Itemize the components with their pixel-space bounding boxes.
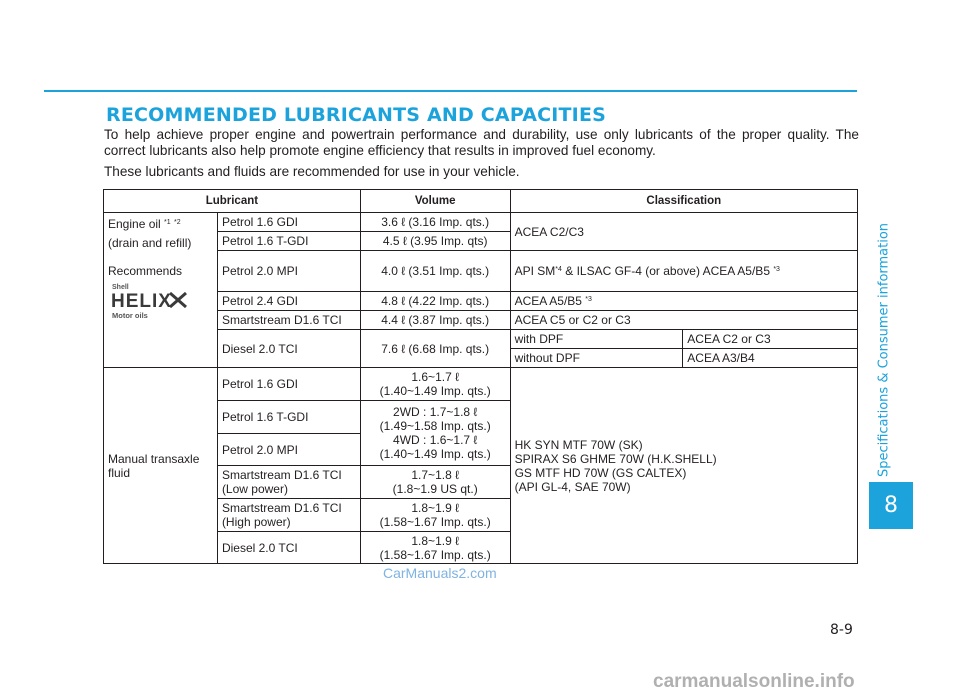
engine-cell: Petrol 2.0 MPI — [217, 434, 360, 466]
header-lubricant: Lubricant — [104, 190, 361, 213]
engine-cell: Petrol 1.6 T-GDI — [217, 401, 360, 434]
engine-oil-label: Engine oil $^{*1}$ $^{*2}$ — [108, 217, 181, 231]
volume-cell: 1.8~1.9 ℓ (1.58~1.67 Imp. qts.) — [360, 499, 510, 532]
dpf-without-class: ACEA A3/B4 — [683, 349, 858, 368]
engine-cell: Petrol 1.6 T-GDI — [217, 232, 360, 251]
volume-cell: 4.4 ℓ (3.87 Imp. qts.) — [360, 311, 510, 330]
engine-cell: Smartstream D1.6 TCI — [217, 311, 360, 330]
footnote-3: *3 — [585, 296, 592, 303]
classification-cell: ACEA C2/C3 — [510, 213, 857, 251]
footnote-1: *1 — [164, 219, 171, 226]
intro-note: These lubricants and fluids are recommended for use in your vehicle. — [104, 164, 520, 179]
dpf-with-class: ACEA C2 or C3 — [683, 330, 858, 349]
header-classification: Classification — [510, 190, 857, 213]
footnote-3: *3 — [773, 266, 780, 273]
transaxle-classification-cell: HK SYN MTF 70W (SK) SPIRAX S6 GHME 70W (H.K.SHELL) GS MTF HD 70W (GS CALTEX) (API GL-4, SAE 70W) — [510, 368, 857, 564]
dpf-with-label: with DPF — [510, 330, 683, 349]
footnote-2: *2 — [174, 219, 181, 226]
page-title: RECOMMENDED LUBRICANTS AND CAPACITIES — [106, 104, 607, 126]
table-row — [104, 292, 858, 311]
engine-cell: Diesel 2.0 TCI — [217, 330, 360, 368]
engine-cell: Petrol 2.4 GDI — [217, 292, 360, 311]
table-header-row — [104, 190, 858, 213]
volume-cell: 4.0 ℓ (3.51 Imp. qts.) — [360, 251, 510, 292]
watermark-footer: carmanualsonline.info — [653, 671, 855, 692]
engine-cell: Petrol 2.0 MPI — [217, 251, 360, 292]
dpf-without-label: without DPF — [510, 349, 683, 368]
intro-paragraph: To help achieve proper engine and powertrain performance and durability, use only lubricants of the proper quality. The correct lubricants also help promote engine efficiency that results in improved fuel economy. — [104, 127, 859, 158]
transaxle-label-cell: Manual transaxle fluid — [104, 368, 218, 564]
chapter-number-badge: 8 — [869, 482, 913, 529]
volume-cell: 3.6 ℓ (3.16 Imp. qts.) — [360, 213, 510, 232]
table-row — [104, 251, 858, 292]
footnote-4: *4 — [555, 266, 562, 273]
table-row — [104, 368, 858, 401]
volume-cell: 1.7~1.8 ℓ (1.8~1.9 US qt.) — [360, 466, 510, 499]
lubricants-table — [103, 189, 858, 564]
volume-cell: 1.8~1.9 ℓ (1.58~1.67 Imp. qts.) — [360, 532, 510, 564]
recommends-label: Recommends — [108, 264, 183, 278]
volume-cell: 4.5 ℓ (3.95 Imp. qts) — [360, 232, 510, 251]
engine-cell: Diesel 2.0 TCI — [217, 532, 360, 564]
classification-cell: ACEA C5 or C2 or C3 — [510, 311, 857, 330]
volume-cell: 2WD : 1.7~1.8 ℓ (1.49~1.58 Imp. qts.) 4WD : 1.6~1.7 ℓ (1.40~1.49 Imp. qts.) — [360, 401, 510, 466]
classification-cell: ACEA A5/B5 $^{*3}$ — [510, 292, 857, 311]
engine-oil-sublabel: (drain and refill) — [108, 236, 192, 250]
classification-cell: API SM$^{*4}$ & ILSAC GF-4 (or above) ACEA A5/B5 $^{*3}$ — [510, 251, 857, 292]
volume-cell: 1.6~1.7 ℓ (1.40~1.49 Imp. qts.) — [360, 368, 510, 401]
table-row — [104, 213, 858, 232]
svg-text:HELIX: HELIX — [111, 291, 172, 312]
svg-text:Motor oils: Motor oils — [112, 311, 148, 320]
shell-helix-logo — [108, 280, 192, 324]
engine-cell: Smartstream D1.6 TCI (Low power) — [217, 466, 360, 499]
header-rule — [44, 90, 857, 92]
engine-cell: Petrol 1.6 GDI — [217, 368, 360, 401]
chapter-side-tab: Specifications & Consumer information — [876, 222, 892, 478]
engine-cell: Smartstream D1.6 TCI (High power) — [217, 499, 360, 532]
table-row — [104, 311, 858, 330]
header-volume: Volume — [360, 190, 510, 213]
engine-oil-cell — [104, 213, 218, 368]
volume-cell: 7.6 ℓ (6.68 Imp. qts.) — [360, 330, 510, 368]
engine-cell: Petrol 1.6 GDI — [217, 213, 360, 232]
watermark-link[interactable]: CarManuals2.com — [383, 565, 497, 581]
table-row — [104, 330, 858, 349]
volume-cell: 4.8 ℓ (4.22 Imp. qts.) — [360, 292, 510, 311]
page-number: 8-9 — [830, 622, 853, 638]
svg-text:Shell: Shell — [112, 284, 129, 291]
